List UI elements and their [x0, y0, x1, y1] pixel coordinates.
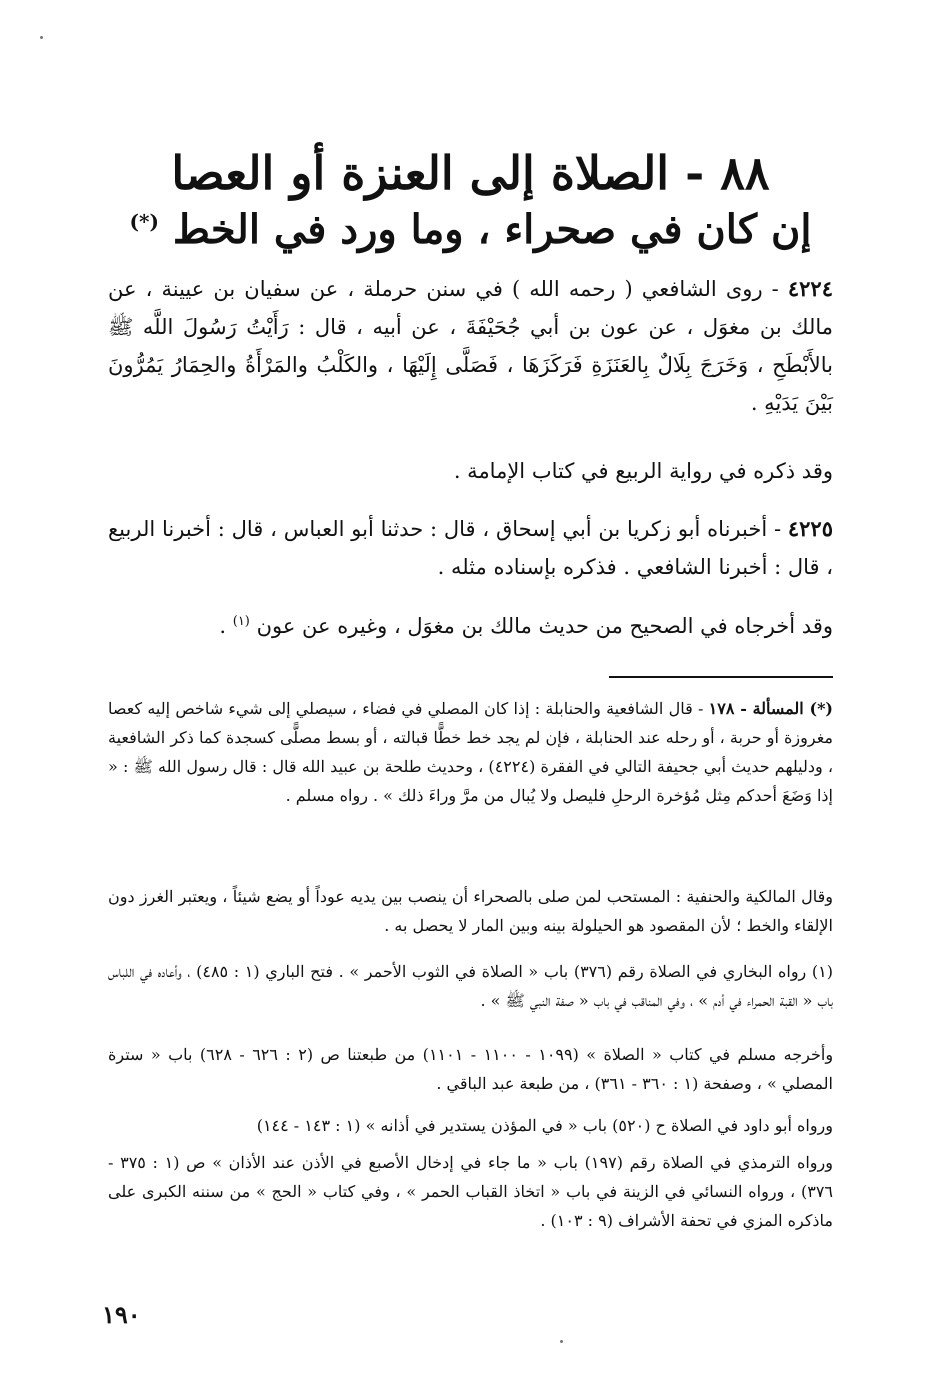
footnote-star — [108, 694, 833, 810]
paragraph-takhrij — [108, 603, 833, 645]
footnote-1-muslim — [108, 1040, 833, 1098]
hadith-4224 — [108, 270, 833, 422]
scan-speck — [560, 1340, 563, 1343]
footnote-text: ورواه أبو داود في الصلاة ح (٥٢٠) باب « في المؤذن يستدير في أذانه » (١ : ١٤٣ - ١٤٤) — [256, 1116, 833, 1135]
chapter-title-line2: إن كان في صحراء ، وما ورد في الخط — [172, 206, 812, 253]
chapter-title-line1: ٨٨ - الصلاة إلى العنزة أو العصا — [171, 146, 770, 200]
footnote-1-tirmidhi — [108, 1148, 833, 1235]
hadith-number: ٤٢٢٤ — [787, 276, 833, 301]
footnote-text: وأخرجه مسلم في كتاب « الصلاة » (١٠٩٩ - ١١٠٠ - ١١٠١) من طبعتنا ص (٢ : ٦٢٦ - ٦٢٨) باب « سترة المصلي » ، وصفحة (١ : ٣٦٠ - ٣٦١) ، من طبعة عبد الباقي . — [108, 1045, 834, 1093]
page-number: ١٩٠ — [102, 1300, 141, 1329]
footnote-text: (١) رواه البخاري في الصلاة رقم (٣٧٦) باب « الصلاة في الثوب الأحمر » . فتح الباري (١ : ٤٨٥) ، وأعاده في اللباس باب « القبة الحمراء في أدم » ، وفي المناقب في باب « صفة النبي ﷺ » . — [108, 962, 833, 1010]
footnote-divider — [609, 676, 833, 678]
footnote-star-cont — [108, 882, 833, 940]
footnote-text: وقال المالكية والحنفية : المستحب لمن صلى بالصحراء أن ينصب بين يديه عوداً أو يضع شيئاً ، ويعتبر الغرز دون الإلقاء والخط ؛ لأن المقصود هو الحيلولة بينه وبين المار لا يحصل به . — [108, 887, 833, 935]
paragraph-note — [108, 452, 833, 490]
hadith-4225 — [108, 510, 833, 586]
paragraph-end: . — [219, 614, 227, 638]
hadith-text: - أخبرناه أبو زكريا بن أبي إسحاق ، قال : حدثنا أبو العباس ، قال : أخبرنا الربيع ، قال : أخبرنا الشافعي . فذكره بإسناده مثله . — [108, 517, 833, 579]
footnote-1-abudawud — [108, 1111, 833, 1140]
chapter-subtitle — [80, 206, 861, 253]
hadith-number: ٤٢٢٥ — [787, 516, 833, 541]
footnote-text: ورواه الترمذي في الصلاة رقم (١٩٧) باب « ما جاء في إدخال الأصبع في الأذن عند الأذان » ص (١ : ٣٧٥ - ٣٧٦) ، ورواه النسائي في الزينة في باب « اتخاذ القباب الحمر » ، وفي كتاب « الحج » من سننه الكبرى على ماذكره المزي في تحفة الأشراف (٩ : ١٠٣) . — [108, 1153, 833, 1230]
footnote-ref: (١) — [232, 614, 250, 629]
chapter-title — [80, 146, 861, 200]
footnote-1 — [108, 957, 833, 1015]
hadith-text: - روى الشافعي ( رحمه الله ) في سنن حرملة ، عن سفيان بن عيينة ، عن مالك بن مغوَل ، عن عون بن أبي جُحَيْفَةَ ، عن أبيه ، قال : رَأَيْتُ رَسُولَ اللَّه ﷺ بالأَبْطَحِ ، وَخَرَجَ بِلَالٌ بِالعَنَزَةِ فَرَكَزَهَا ، فَصَلَّى إِلَيْهَا ، والكَلْبُ والمَرْأَةُ والحِمَارُ يَمُرُّونَ بَيْنَ يَدَيْهِ . — [108, 277, 833, 415]
paragraph-text: وقد ذكره في رواية الربيع في كتاب الإمامة . — [453, 459, 833, 483]
footnote-mark: (*) — [129, 209, 159, 234]
footnote-head: (*) المسألة - ١٧٨ — [708, 699, 834, 718]
paragraph-text: وقد أخرجاه في الصحيح من حديث مالك بن مغوَل ، وغيره عن عون — [256, 614, 833, 638]
scan-speck — [40, 36, 43, 39]
footnote-text: - قال الشافعية والحنابلة : إذا كان المصلي في فضاء ، سيصلي إلى شيء شاخص إليه كعصا مغروزة أو حربة ، أو رحله عند الحنابلة ، فإن لم يجد خط خطًّا قبالته ، أو بسط مصلًّى كسجدة كما ذكر الشافعية ، ودليلهم حديث أبي جحيفة التالي في الفقرة (٤٢٢٤) ، وحديث طلحة بن عبيد الله قال : قال رسول الله ﷺ : « إذا وَضَعَ أحدكم مِثل مُؤخرة الرحلِ فليصل ولا يُبال من مرَّ وراءَ ذلك » . رواه مسلم . — [108, 699, 834, 805]
